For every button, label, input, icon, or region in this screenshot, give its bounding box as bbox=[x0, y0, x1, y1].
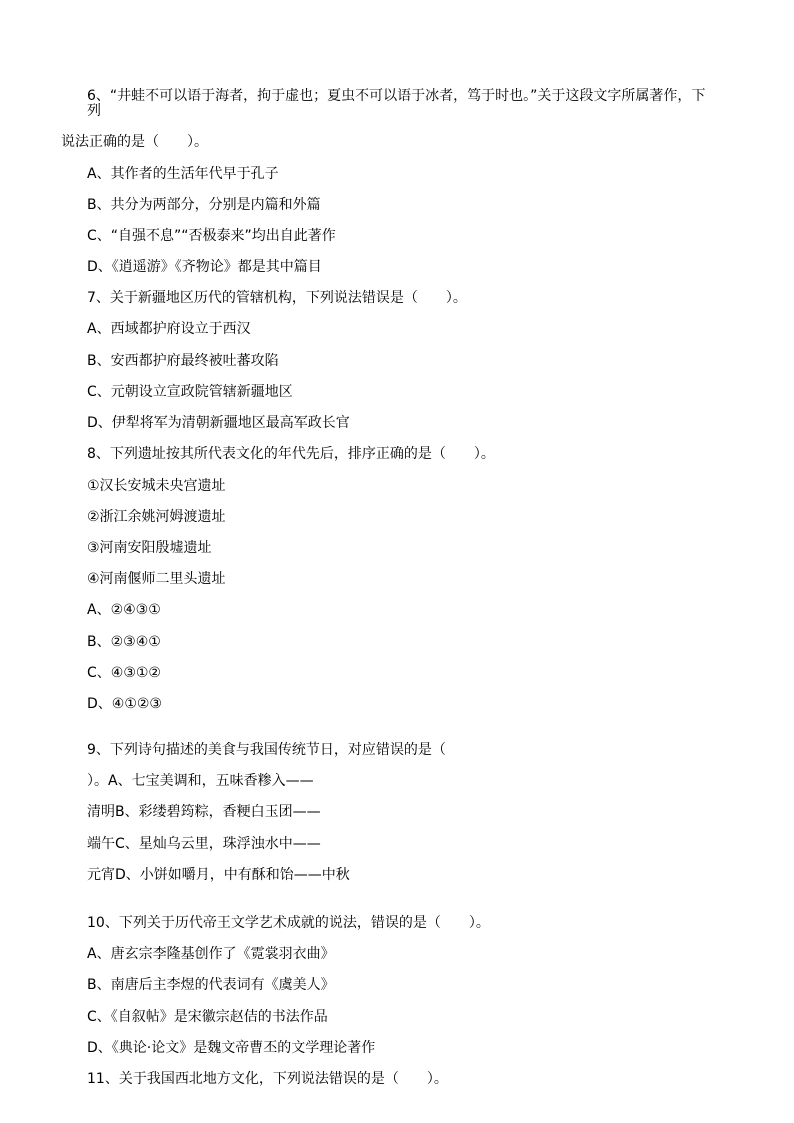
q9-line-5: 元宵D、小饼如嚼月，中有酥和饴——中秋 bbox=[87, 867, 350, 883]
q10-option-b: B、南唐后主李煜的代表词有《虞美人》 bbox=[87, 977, 335, 993]
q6-stem-line2: 说法正确的是（ ）。 bbox=[61, 134, 208, 150]
q8-item-4: ④河南偃师二里头遗址 bbox=[87, 571, 226, 587]
q7-option-d: D、伊犁将军为清朝新疆地区最高军政长官 bbox=[87, 415, 350, 431]
q8-option-c: C、④③①② bbox=[87, 665, 161, 681]
q11-stem: 11、关于我国西北地方文化，下列说法错误的是（ ）。 bbox=[87, 1071, 448, 1087]
q6-stem-line1: 6、“井蛙不可以语于海者，拘于虚也；夏虫不可以语于冰者，笃于时也。”关于这段文字所属著作，下 bbox=[87, 88, 706, 104]
q7-option-c: C、元朝设立宣政院管辖新疆地区 bbox=[87, 384, 293, 400]
q6-option-a: A、其作者的生活年代早于孔子 bbox=[87, 166, 279, 182]
q9-line-3: 清明B、彩缕碧筠粽，香粳白玉团—— bbox=[87, 804, 321, 820]
q8-option-a: A、②④③① bbox=[87, 602, 161, 618]
q6-option-c: C、“自强不息”“否极泰来”均出自此著作 bbox=[87, 228, 336, 244]
q7-stem: 7、关于新疆地区历代的管辖机构，下列说法错误是（ ）。 bbox=[87, 290, 467, 306]
q6-stem-line1-wrap: 列 bbox=[87, 103, 101, 119]
q10-option-d: D、《典论·论文》是魏文帝曹丕的文学理论著作 bbox=[87, 1040, 376, 1056]
q8-item-1: ①汉长安城未央宫遗址 bbox=[87, 478, 226, 494]
q9-line-1: 9、下列诗句描述的美食与我国传统节日，对应错误的是（ bbox=[87, 742, 446, 758]
q6-option-b: B、共分为两部分，分别是内篇和外篇 bbox=[87, 197, 321, 213]
q7-option-b: B、安西都护府最终被吐蕃攻陷 bbox=[87, 353, 279, 369]
q9-line-2: ）。A、七宝美调和，五味香糁入—— bbox=[87, 773, 314, 789]
q10-option-c: C、《自叙帖》是宋徽宗赵佶的书法作品 bbox=[87, 1009, 328, 1025]
q6-option-d: D、《逍遥游》《齐物论》都是其中篇目 bbox=[87, 259, 322, 275]
q9-line-4: 端午C、星灿乌云里，珠浮浊水中—— bbox=[87, 836, 321, 852]
q8-item-3: ③河南安阳殷墟遗址 bbox=[87, 540, 212, 556]
q10-option-a: A、唐玄宗李隆基创作了《霓裳羽衣曲》 bbox=[87, 946, 335, 962]
q8-item-2: ②浙江余姚河姆渡遗址 bbox=[87, 509, 226, 525]
q7-option-a: A、西域都护府设立于西汉 bbox=[87, 321, 251, 337]
q10-stem: 10、下列关于历代帝王文学艺术成就的说法，错误的是（ ）。 bbox=[87, 915, 490, 931]
q8-option-b: B、②③④① bbox=[87, 634, 161, 650]
q8-option-d: D、④①②③ bbox=[87, 696, 162, 712]
q8-stem: 8、下列遗址按其所代表文化的年代先后，排序正确的是（ ）。 bbox=[87, 446, 495, 462]
